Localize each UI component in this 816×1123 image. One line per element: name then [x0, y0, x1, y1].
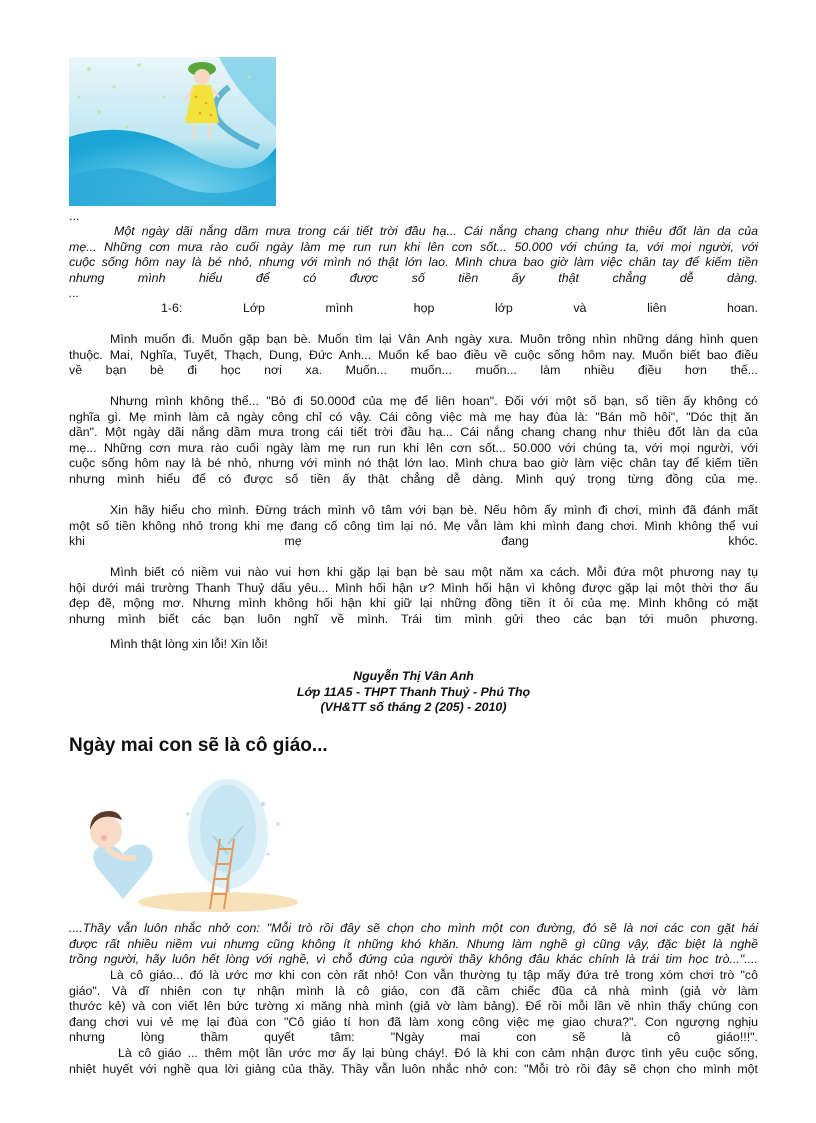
text-line: đang chơi vui vẻ mẹ lại đùa con "Cô giáo tí hon đã làm xong công việc mẹ giao chưa?". Con ngượng nghịu [69, 1014, 758, 1029]
source-citation: (VH&TT số tháng 2 (205) - 2010) [320, 700, 507, 715]
date-line: 1-6: Lớp mình họp lớp và liên hoan. [161, 301, 758, 315]
text-line: thuộc. Mai, Nghĩa, Tuyết, Thạch, Dung, Đức Anh... Muốn kể bao điều về cuộc sống hôm nay. Muốn biết bao điều [69, 347, 758, 362]
ellipsis-mid: ... [69, 286, 80, 300]
text-line: mẹ... Những cơn mưa rào cuối ngày làm mẹ run run khi lên cơn sốt... 50.000 với chúng ta, với mọi người, với [69, 239, 758, 254]
teacher-quote [69, 921, 758, 968]
text-line: Xin hãy hiểu cho mình. Đừng trách mình vô tâm với bạn bè. Nếu hôm ấy mình đi chơi, mình đã đánh mất [110, 503, 758, 517]
text-line: hội dưới mái trường Thanh Thuỷ dấu yêu... Mình hối hận ư? Mình hối hận vì không được gặp lại một thời thơ ấu [69, 580, 758, 595]
text-line: nhưng mình hiểu để có được số tiền ấy thật chẳng dễ dàng. [69, 270, 758, 285]
text-line: được rất nhiều niềm vui nhưng cũng không ít những khó khăn. Nhưng làm nghề gì cũng vậy, đặc biệt là nghề [69, 936, 758, 951]
paragraph-5: Mình thật lòng xin lỗi! Xin lỗi! [110, 637, 268, 651]
text-line: Mình muốn đi. Muốn gặp bạn bè. Muốn tìm lại Vân Anh ngày xưa. Muôn trông nhìn những dáng hình quen [110, 332, 758, 346]
text-line: nhưng lòng thầm quyết tâm: "Ngày mai con sẽ là cô giáo!!!". [69, 1030, 758, 1045]
text-line: mẹ... Những cơn mưa rào cuối ngày làm mẹ run run khi lên cơn sốt... 50.000 với chúng ta, với mọi người, với [69, 440, 758, 455]
ellipsis-top: ... [69, 209, 80, 223]
text-line: nghĩa gì. Mẹ mình làm cả ngày công chỉ có vậy. Cái công việc mà mẹ hay đùa là: "Bán mồ hôi", "Dóc thịt ăn [69, 409, 758, 424]
intro-paragraph [69, 224, 758, 286]
text-line: cuộc sống hôm nay là bé nhỏ, nhưng với mình nó thật lớn lao. Mình chưa bao giờ làm việc chân tay để kiếm tiền [69, 255, 758, 270]
text-line: Một ngày dãi nắng dầm mưa trong cái tiết trời đầu hạ... Cái nắng chang chang như thiêu đốt làn da của [114, 224, 758, 238]
text-line: dần". Một ngày dãi nắng dầm mưa trong cái tiết trời đầu hạ... Cái nắng chang chang như thiêu đốt làn da của [69, 425, 758, 440]
author-name: Nguyễn Thị Vân Anh [353, 669, 474, 683]
text-line: cuộc sống hôm nay là bé nhỏ, nhưng với mình nó thật lớn lao. Mình chưa bao giờ làm việc chân tay để kiếm tiền [69, 456, 758, 471]
paragraph-1 [69, 332, 758, 379]
paragraph-7 [69, 1046, 758, 1077]
text-line: Nhưng mình không thể... "Bỏ đi 50.000đ của mẹ để liên hoan". Đối với một số bạn, số tiền ấy không có [110, 394, 758, 408]
author-school: Lớp 11A5 - THPT Thanh Thuỷ - Phú Thọ [296, 684, 531, 699]
text-line: giáo". Và dĩ nhiên con tự nhận mình là cô giáo, con đã cầm chiếc đũa cả nhà mình (giả vờ làm [69, 983, 758, 998]
text-line: một số tiền không nhỏ trong khi mẹ đang cố công tìm lại nó. Mẹ vẫn làm khi mình đang chơi. Mình không thể vui [69, 518, 758, 533]
paragraph-6 [69, 968, 758, 1046]
girl-dreaming-illustration [78, 774, 308, 914]
text-line: Là cô giáo... đó là ước mơ khi con còn rất nhỏ! Con vẫn thường tụ tập mấy đứa trẻ trong xóm chơi trò "cô [110, 968, 758, 982]
paragraph-2 [69, 394, 758, 488]
girl-in-rain-illustration [69, 57, 276, 206]
text-line: trồng người, hãy luôn hết lòng với nghề, vì chỗ đứng của người thầy không đâu khác chính là trái tim học trò...".... [69, 952, 758, 967]
text-line: đẹp đẽ, mộng mơ. Nhưng mình không hối hận khi giữ lại những đồng tiền ít ỏi của mẹ. Mình không có mặt [69, 596, 758, 611]
paragraph-4 [69, 565, 758, 627]
text-line: ....Thầy vẫn luôn nhắc nhở con: "Mỗi trò rồi đây sẽ chọn cho mình một con đường, đó sẽ là nơi các con gặt hái [69, 921, 758, 935]
text-line: về bạn bè đi học nơi xa. Muốn... muốn... muốn... làm nhiều điều hơn thế... [69, 363, 758, 378]
text-line: thước kẻ) và con viết lên bức tường xi măng nhà mình (giả vờ làm bảng). Để rồi mỗi lần về nhìn thấy chúng con [69, 999, 758, 1014]
text-line: khi mẹ đang khóc. [69, 534, 758, 549]
text-line: nhiệt huyết với nghề qua lời giảng của thầy. Thầy vẫn luôn nhắc nhở con: "Mỗi trò rồi đây sẽ chọn cho mình một [69, 1061, 758, 1076]
text-line: Là cô giáo ... thêm một lần ước mơ ấy lại bùng cháy!. Đó là khi con cảm nhận được tình yêu cuộc sống, [118, 1046, 758, 1060]
signature [69, 669, 758, 716]
section-heading: Ngày mai con sẽ là cô giáo... [69, 735, 328, 756]
text-line: nhưng mình biết các bạn luôn nghĩ về mình. Trái tim mình gửi theo các bạn tới muôn phương. [69, 611, 758, 626]
paragraph-3 [69, 503, 758, 550]
text-line: nhưng mình hiểu để có được số tiền ấy thật chẳng dễ dàng. Mình quý trọng từng đồng của mẹ. [69, 471, 758, 486]
text-line: Mình biết có niềm vui nào vui hơn khi gặp lại bạn bè sau một năm xa cách. Mỗi đứa một phương nay tụ [110, 565, 758, 579]
